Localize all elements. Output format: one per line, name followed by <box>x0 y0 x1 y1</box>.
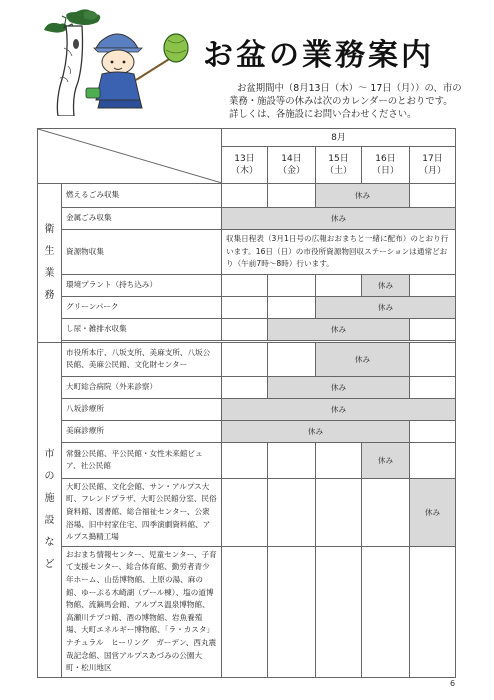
row-note: 収集日程表（3月1日号の広報おおまちと一緒に配布）のとおり行います。16日（日）の市役所資源物回収ステーションは通常どおり（午前7時～8時）行います。 <box>222 230 456 275</box>
table-row <box>38 442 456 478</box>
row-label: 環境プラント（持ち込み） <box>62 274 222 296</box>
row-label: 市役所本庁、八坂支所、美麻支所、八坂公民館、美麻公民館、文化財センター <box>62 342 222 376</box>
row-label: 八坂診療所 <box>62 398 222 420</box>
holiday-cell: 休み <box>410 478 456 546</box>
intro-line: お盆期間中（8月13日（木）～ 17日（月））の、市の <box>237 83 462 94</box>
holiday-cell: 休み <box>222 420 410 442</box>
table-row <box>38 478 456 546</box>
row-label: おおまち情報センター、児童センター、子育て支援センター、総合体育館、勤労者青少年ホーム、山岳博物館、上原の湯、麻の館、ゆーぷる木崎湖（プール棟）、塩の道博物館、流鏑馬会館、アルプス温泉博物館、高瀬川テプコ館、酒の博物館、岩魚養殖場、大町エネルギー博物館、「ラ・カスタ」ナチュラル ヒーリング ガーデン、西丸震哉記念館、国営アルプスあづみの公園大町・松川地区 <box>62 546 222 677</box>
holiday-cell: 休み <box>268 318 410 340</box>
holiday-cell: 休み <box>362 442 410 478</box>
page-title: お盆の業務案内 <box>203 38 434 73</box>
day-header: 17日 （月） <box>410 147 456 184</box>
summer-illustration <box>40 8 190 116</box>
page-number: 6 <box>450 679 456 688</box>
row-label: グリーンパーク <box>62 296 222 318</box>
holiday-cell: 休み <box>316 184 410 208</box>
holiday-cell: 休み <box>362 274 410 296</box>
table-row <box>38 208 456 230</box>
holiday-cell: 休み <box>222 208 456 230</box>
corner-cell <box>38 129 222 184</box>
intro-line: 業務・施設等の休みは次のカレンダーのとおりです。 <box>229 96 453 107</box>
table-row <box>38 546 456 677</box>
holiday-cell: 休み <box>316 296 456 318</box>
row-label: 金属ごみ収集 <box>62 208 222 230</box>
intro-text <box>229 82 479 121</box>
table-row <box>38 342 456 376</box>
day-header: 13日 （木） <box>222 147 268 184</box>
day-header: 15日 （土） <box>316 147 362 184</box>
holiday-cell: 休み <box>316 342 410 376</box>
holiday-cell: 休み <box>222 398 456 420</box>
row-label: し尿・雑排水収集 <box>62 318 222 340</box>
row-label: 美麻診療所 <box>62 420 222 442</box>
row-label: 大町公民館、文化会館、サン・アルプス大町、フレンドプラザ、大町公民館分室、民俗資料館、図書館、総合福祉センター、公衆浴場、旧中村家住宅、四季演劇資料館、アルプス搗精工場 <box>62 478 222 546</box>
table-row <box>38 274 456 296</box>
table-row <box>38 230 456 275</box>
table-row <box>38 398 456 420</box>
table-row <box>38 376 456 398</box>
intro-line: 詳しくは、各施設にお問い合わせください。 <box>229 109 417 120</box>
category-facilities: 市 の 施 設 な ど <box>38 342 62 677</box>
holiday-cell: 休み <box>268 376 410 398</box>
month-header: 8月 <box>222 129 456 147</box>
table-row <box>38 318 456 340</box>
table-row <box>38 296 456 318</box>
diagonal-line <box>38 129 222 183</box>
table-row <box>38 184 456 208</box>
category-sanitation: 衛 生 業 務 <box>38 184 62 343</box>
pine-tree-icon <box>44 9 100 116</box>
row-label: 常盤公民館、平公民館・女性未来館ビュア、社公民館 <box>62 442 222 478</box>
holiday-schedule-table <box>37 128 456 678</box>
table-row <box>38 420 456 442</box>
row-label: 大町総合病院（外来診察） <box>62 376 222 398</box>
child-with-net-icon <box>86 34 188 108</box>
row-label: 資源物収集 <box>62 230 222 275</box>
row-label: 燃えるごみ収集 <box>62 184 222 208</box>
day-header: 14日 （金） <box>268 147 316 184</box>
day-header: 16日 （日） <box>362 147 410 184</box>
